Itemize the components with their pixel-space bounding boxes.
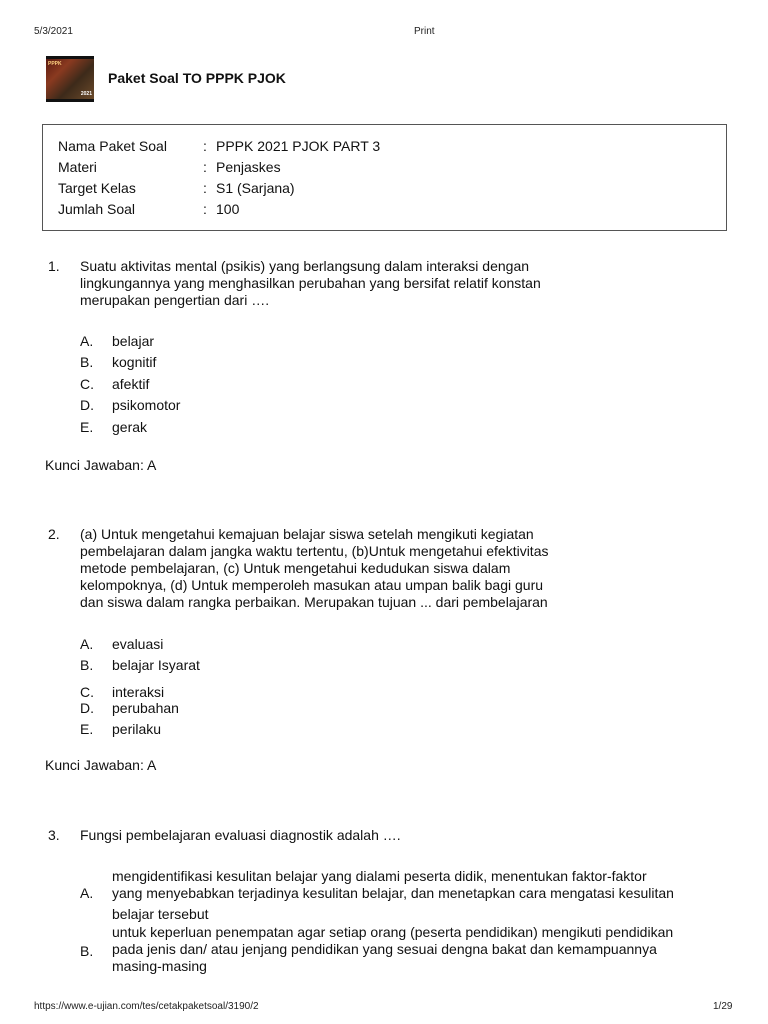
info-value: PPPK 2021 PJOK PART 3 bbox=[216, 138, 381, 154]
option-letter: D. bbox=[80, 397, 94, 413]
option-text: kognitif bbox=[112, 354, 157, 370]
option-letter: E. bbox=[80, 419, 94, 435]
question-line: kelompoknya, (d) Untuk memperoleh masukan atau umpan balik bagi guru bbox=[80, 577, 544, 593]
print-page-title: Print bbox=[414, 26, 435, 37]
option-text: interaksi bbox=[112, 684, 165, 700]
question-line: pembelajaran dalam jangka waktu tertentu, (b)Untuk mengetahui efektivitas bbox=[80, 543, 549, 559]
question-text bbox=[80, 526, 548, 611]
question-line: merupakan pengertian dari …. bbox=[80, 292, 270, 308]
option-text: psikomotor bbox=[112, 397, 181, 413]
option-letter: C. bbox=[80, 376, 94, 392]
option-text: belajar Isyarat bbox=[112, 657, 200, 673]
option-text: belajar bbox=[112, 333, 155, 349]
question-number: 2. bbox=[48, 526, 60, 542]
option-text: perilaku bbox=[112, 721, 162, 737]
thumbnail-text-top: PPPK bbox=[48, 61, 62, 67]
info-value: Penjaskes bbox=[216, 159, 281, 175]
option-letter: E. bbox=[80, 721, 94, 737]
option-b-text bbox=[112, 924, 673, 975]
info-colon: : bbox=[203, 201, 207, 217]
info-value: 100 bbox=[216, 201, 240, 217]
print-date: 5/3/2021 bbox=[34, 26, 73, 37]
option-letter: A. bbox=[80, 636, 94, 652]
option-text: afektif bbox=[112, 376, 150, 392]
thumbnail-text-bottom: 2021 bbox=[80, 91, 92, 97]
info-value: S1 (Sarjana) bbox=[216, 180, 295, 196]
info-colon: : bbox=[203, 180, 207, 196]
option-letter: B. bbox=[80, 943, 94, 959]
question-number: 1. bbox=[48, 258, 60, 274]
info-colon: : bbox=[203, 159, 207, 175]
option-letter: B. bbox=[80, 354, 94, 370]
option-letter: A. bbox=[80, 333, 94, 349]
document-title: Paket Soal TO PPPK PJOK bbox=[108, 70, 286, 86]
question-line: Fungsi pembelajaran evaluasi diagnostik adalah …. bbox=[80, 827, 401, 843]
page-number: 1/29 bbox=[713, 1001, 733, 1012]
option-text: evaluasi bbox=[112, 636, 164, 652]
question-text bbox=[80, 827, 401, 844]
info-label: Materi bbox=[58, 159, 97, 175]
option-text: gerak bbox=[112, 419, 148, 435]
question-number: 3. bbox=[48, 827, 60, 843]
option-line: mengidentifikasi kesulitan belajar yang dialami peserta didik, menentukan faktor-faktor bbox=[112, 868, 647, 884]
answer-key: Kunci Jawaban: A bbox=[45, 757, 157, 773]
option-line: untuk keperluan penempatan agar setiap orang (peserta pendidikan) mengikuti pendidikan bbox=[112, 924, 674, 940]
option-line: belajar tersebut bbox=[112, 906, 209, 922]
option-line: yang menyebabkan terjadinya kesulitan belajar, dan menetapkan cara mengatasi kesulitan bbox=[112, 885, 674, 901]
option-letter: D. bbox=[80, 700, 94, 716]
info-label: Target Kelas bbox=[58, 180, 136, 196]
package-info-box bbox=[42, 124, 727, 231]
print-url[interactable]: https://www.e-ujian.com/tes/cetakpaketsoal/3190/2 bbox=[34, 1001, 259, 1012]
question-line: Suatu aktivitas mental (psikis) yang berlangsung dalam interaksi dengan bbox=[80, 258, 530, 274]
info-colon: : bbox=[203, 138, 207, 154]
question-line: metode pembelajaran, (c) Untuk mengetahui kedudukan siswa dalam bbox=[80, 560, 511, 576]
option-letter: A. bbox=[80, 885, 94, 901]
info-label: Nama Paket Soal bbox=[58, 138, 167, 154]
option-line: pada jenis dan/ atau jenjang pendidikan yang sesuai dengna bakat dan kemampuannya bbox=[112, 941, 657, 957]
question-text bbox=[80, 258, 541, 309]
option-a-text bbox=[112, 868, 674, 923]
question-line: dan siswa dalam rangka perbaikan. Merupakan tujuan ... dari pembelajaran bbox=[80, 594, 548, 610]
answer-key: Kunci Jawaban: A bbox=[45, 457, 157, 473]
package-thumbnail-image bbox=[46, 56, 94, 102]
option-letter: B. bbox=[80, 657, 94, 673]
option-letter: C. bbox=[80, 684, 94, 700]
question-line: lingkungannya yang menghasilkan perubahan yang bersifat relatif konstan bbox=[80, 275, 541, 291]
question-line: (a) Untuk mengetahui kemajuan belajar siswa setelah mengikuti kegiatan bbox=[80, 526, 534, 542]
info-label: Jumlah Soal bbox=[58, 201, 136, 217]
option-line: masing-masing bbox=[112, 958, 207, 974]
option-text: perubahan bbox=[112, 700, 179, 716]
